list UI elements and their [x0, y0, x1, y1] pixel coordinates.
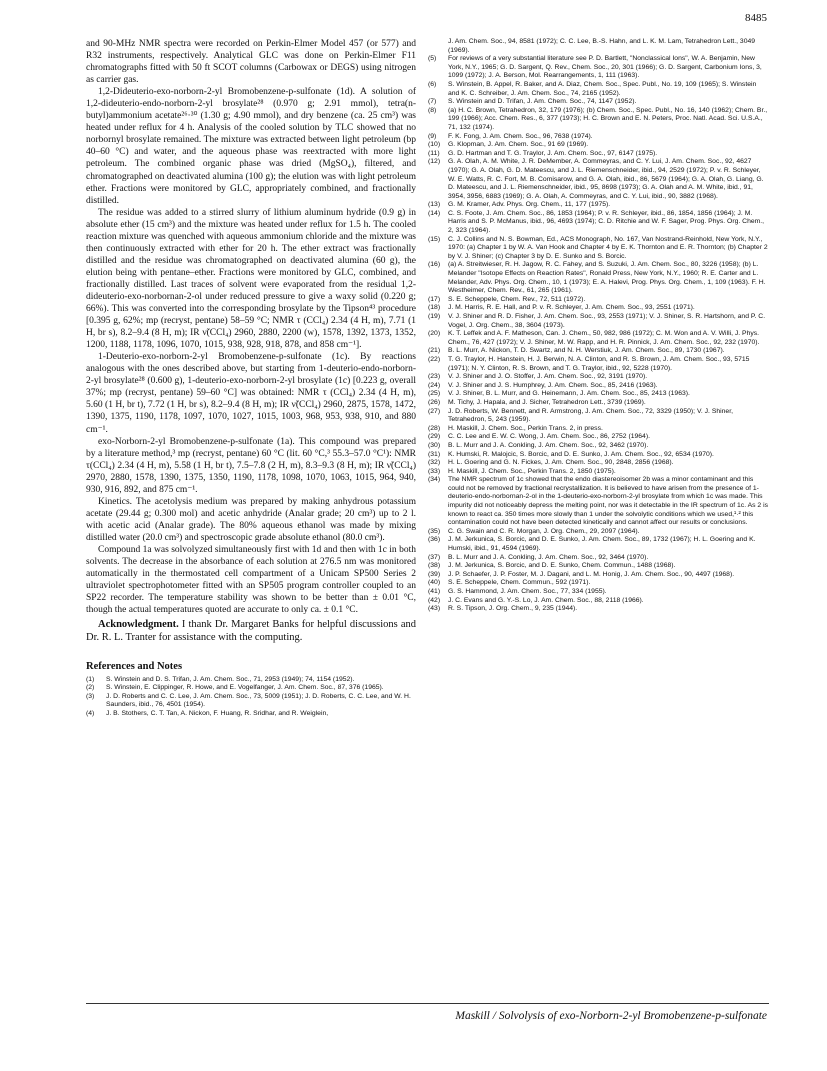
- reference-number: (39): [428, 570, 441, 578]
- reference-text: J. B. Stothers, C. T. Tan, A. Nickon, F. Huang, R. Sridhar, and R. Weiglein,: [106, 710, 329, 718]
- references-heading: References and Notes: [86, 660, 183, 672]
- reference-item: [428, 562, 768, 571]
- reference-number: (29): [428, 433, 441, 441]
- reference-item: [428, 390, 768, 399]
- reference-continuation: J. Am. Chem. Soc., 94, 8581 (1972); C. C. Lee, B.-S. Hahn, and L. K. M. Lam, Tetrahedron Lett., 3049 (1969).: [448, 38, 756, 54]
- reference-number: (25): [428, 390, 441, 398]
- reference-text: S. Winstein and D. S. Trifan, J. Am. Chem. Soc., 71, 2953 (1949); 74, 1154 (1952).: [106, 675, 355, 683]
- reference-item: [428, 425, 768, 434]
- reference-text: S. Winstein, B. Appel, R. Baker, and A. Diaz, Chem. Soc., Spec. Publ., No. 19, 109 (1965); S. Winstein and K. C. Schreiber, J. Am. Chem. Soc., 74, 2165 (1952).: [448, 80, 757, 97]
- reference-item: [428, 98, 768, 107]
- reference-item: [428, 201, 768, 210]
- paragraph-kinetics: Kinetics. The acetolysis medium was prepared by making anhydrous potassium acetate (29.44 g; 0.300 mol) and acetic anhydride (Analar grade; 20 cm³) up to 2 l. with acetic acid (Analar grade). The 80% aqueous ethanol was made by mixing distilled water (20.0 cm³) and spectroscopic grade absolute ethanol (80.0 cm³).: [86, 496, 416, 543]
- reference-text: (a) H. C. Brown, Tetrahedron, 32, 179 (1976); (b) Chem. Soc., Spec. Publ., No. 16, 140 (1962); Chem. Br., 199 (1966); Acc. Chem. Res., 6, 377 (1973); H. C. Brown and E. N. Peters, Proc. Natl. Acad. Sci. U.S.A., 71, 132 (1974).: [448, 106, 768, 131]
- reference-text: C. S. Foote, J. Am. Chem. Soc., 86, 1853 (1964); P. v. R. Schleyer, ibid., 86, 1854, 1856 (1964); J. M. Harris and S. P. McManus, ibid., 96, 4693 (1974); C. D. Ritchie and W. F. Sager, Prog. Phys. Org. Chem., 2, 323 (1964).: [448, 209, 765, 235]
- reference-text: J. D. Roberts, W. Bennett, and R. Armstrong, J. Am. Chem. Soc., 72, 3329 (1950); V. J. Shiner, Tetrahedron, 5, 243 (1959).: [448, 407, 733, 424]
- reference-number: (7): [428, 98, 437, 106]
- reference-text: C. C. Lee and E. W. C. Wong, J. Am. Chem. Soc., 86, 2752 (1964).: [448, 433, 650, 441]
- reference-item: [428, 554, 768, 563]
- reference-number: (18): [428, 304, 441, 312]
- reference-item: [428, 313, 768, 330]
- reference-number: (4): [86, 710, 95, 718]
- reference-number: (28): [428, 424, 441, 432]
- paragraph-1d-prep: 1,2-Dideuterio-exo-norborn-2-yl Bromobenzene-p-sulfonate (1d). A solution of 1,2-dideuterio-endo-norborn-2-yl brosylate²⁸ (0.970 g; 2.91 mmol), tetra(n-butyl)ammonium acetate²⁶·³⁰ (1.30 g; 4.90 mmol), and dry benzene (ca. 25 cm³) was heated under reflux for 4 h. Analysis of the cooled solution by TLC showed that no norbornyl brosylate remained. The mixture was extracted between light petroleum (bp 40–60 °C) and water, and the aqueous phase was reextracted with more light petroleum. The combined organic phase was dried (MgSO₄), filtered, and chromatographed on deactivated alumina (100 g); the elution was with light petroleum ether. Fractions were monitored by GLC, appropriately combined, and fractionally distilled.: [86, 87, 416, 206]
- acknowledgment-title: Acknowledgment.: [98, 619, 179, 631]
- reference-item: [428, 399, 768, 408]
- reference-text: J. D. Roberts and C. C. Lee, J. Am. Chem. Soc., 73, 5009 (1951); J. D. Roberts, C. C. Lee, and W. H. Saunders, ibid., 76, 4501 (1954).: [106, 692, 411, 709]
- reference-text: G. M. Kramer, Adv. Phys. Org. Chem., 11, 177 (1975).: [448, 201, 611, 209]
- reference-text: B. L. Murr and J. A. Conkling, J. Am. Chem. Soc., 92, 3464 (1970).: [448, 553, 649, 561]
- reference-item: [428, 442, 768, 451]
- reference-number: (32): [428, 459, 441, 467]
- reference-number: (43): [428, 605, 441, 613]
- reference-number: (30): [428, 441, 441, 449]
- reference-number: (26): [428, 398, 441, 406]
- reference-number: (16): [428, 261, 441, 269]
- reference-text: S. E. Scheppele, Chem. Commun., 592 (1971).: [448, 579, 591, 587]
- reference-text: S. Winstein and D. Trifan, J. Am. Chem. Soc., 74, 1147 (1952).: [448, 98, 637, 106]
- right-column: [428, 38, 768, 614]
- reference-item: [428, 150, 768, 159]
- reference-number: (12): [428, 158, 441, 166]
- reference-text: R. S. Tipson, J. Org. Chem., 9, 235 (1944).: [448, 605, 578, 613]
- reference-text: J. M. Jerkunica, S. Borcic, and D. E. Sunko, J. Am. Chem. Soc., 89, 1732 (1967); H. L. Goering and K. Humski, ibid., 91, 4594 (1969).: [448, 536, 756, 553]
- reference-number: (8): [428, 106, 437, 114]
- reference-item: [428, 579, 768, 588]
- reference-text: For reviews of a very substantial literature see P. D. Bartlett, "Nonclassical Ions", W. A. Benjamin, New York, N.Y., 1965; G. D. Sargent, Q. Rev., Chem. Soc., 20, 301 (1966); G. D. Sargent, Carbonium Ions, 3, 1099 (1972); J. A. Berson, Mol. Rearrangements, 1, 111 (1963).: [448, 55, 762, 80]
- reference-item: [428, 597, 768, 606]
- reference-number: (2): [86, 684, 95, 692]
- reference-text: V. J. Shiner and J. S. Humphrey, J. Am. Chem. Soc., 85, 2416 (1963).: [448, 381, 658, 389]
- reference-number: (21): [428, 347, 441, 355]
- reference-item: [428, 571, 768, 580]
- paragraph-1c-prep: 1-Deuterio-exo-norborn-2-yl Bromobenzene-p-sulfonate (1c). By reactions analogous with the ones described above, but starting from 1-deuterio-endo-norborn-2-yl brosylate²⁸ (0.600 g), 1-deuterio-exo-norborn-2-yl brosylate (1c) [0.223 g, overall 37%; mp (recryst, pentane) 59–60 °C] was obtained: NMR τ (CCl₄) 2.34 (4 H, m), 5.60 (1 H, br t), 7.72 (1 H, br s), 8.2–9.4 (8 H, m); IR ν̃(CCl₄) 2960, 2875, 1578, 1472, 1390, 1375, 1190, 1178, 1097, 1070, 1027, 1015, 1003, 968, 953, 938, 910, and 880 cm⁻¹.: [86, 352, 416, 435]
- reference-text: K. T. Leffek and A. F. Matheson, Can. J. Chem., 50, 982, 986 (1972); C. M. Won and A. V. Willi, J. Phys. Chem., 76, 427 (1972); V. J. Shiner, M. W. Rapp, and H. R. Pinnick, J. Am. Chem. Soc., 92, 232 (1970).: [448, 330, 760, 346]
- reference-number: (1): [86, 675, 95, 683]
- reference-item: [86, 710, 416, 719]
- reference-number: (38): [428, 562, 441, 570]
- reference-number: (36): [428, 536, 441, 544]
- reference-text: J. P. Schaefer, J. P. Foster, M. J. Dagani, and L. M. Honig, J. Am. Chem. Soc., 90, 4497 (1968).: [448, 570, 735, 578]
- reference-number: (13): [428, 201, 441, 209]
- reference-item: [428, 210, 768, 236]
- reference-item: [86, 693, 416, 710]
- reference-text: M. Tichy, J. Hapala, and J. Sicher, Tetrahedron Lett., 3739 (1969).: [448, 398, 646, 406]
- reference-text: G. D. Hartman and T. G. Traylor, J. Am. Chem. Soc., 97, 6147 (1975).: [448, 149, 658, 157]
- paragraph-reduction: The residue was added to a stirred slurry of lithium aluminum hydride (0.9 g) in absolute ether (15 cm³) and the mixture was heated under reflux for 1.5 h. The cooled reaction mixture was quenched with aqueous ammonium chloride and the mixture was then continuously extracted with ether for 20 h. The ether extract was fractionally distilled and the residue was chromatographed on deactivated alumina (60 g), the elution being with pentane–ether. Fractions were monitored by GLC, combined, and fractionally distilled. Last traces of solvent were evaporated from the residual 1,2-dideuterio-exo-norbornan-2-ol under reduced pressure to give a waxy solid (0.220 g; 66%). This was converted into the corresponding brosylate by the Tipson⁴³ procedure [0.395 g, 62%; mp (recryst, pentane) 58–59 °C; NMR τ (CCl₄) 2.34 (4 H, m), 7.71 (1 H, br s), 8.2–9.4 (8 H, m); IR ν̃(CCl₄) 2960, 2880, 2200 (w), 1578, 1392, 1373, 1352, 1200, 1188, 1178, 1096, 1070, 1015, 938, 928, 918, 878, and 858 cm⁻¹].: [86, 207, 416, 351]
- reference-text: The NMR spectrum of 1c showed that the endo diastereoisomer 2b was a minor contaminant and this could not be removed by fractional recrystallization. It is believed to have arisen from the presence of 1-deuterio-endo-norbornan-2-ol in the 1-deuterio-exo-norborn-2-yl brosylate from which 1c was made. This impurity did not noticeably depress the melting point, nor was it detectable in the IR spectrum of 1c. As 2 is known to react ca. 350 times more slowly than 1 under the solvolytic conditions which we used,¹·² this contamination could not have been detected kinetically and cannot affect our results or conclusions.: [448, 476, 768, 527]
- reference-text: H. Maskill, J. Chem. Soc., Perkin Trans. 2, in press.: [448, 424, 603, 432]
- acknowledgment: [86, 618, 416, 644]
- reference-number: (20): [428, 330, 441, 338]
- reference-text: F. K. Fong, J. Am. Chem. Soc., 96, 7638 (1974).: [448, 132, 593, 140]
- reference-text: S. Winstein, E. Clippinger, R. Howe, and E. Vogelfanger, J. Am. Chem. Soc., 87, 376 (1965).: [106, 684, 384, 692]
- reference-text: V. J. Shiner and J. O. Stoffer, J. Am. Chem. Soc., 92, 3191 (1970).: [448, 373, 648, 381]
- reference-number: (19): [428, 313, 441, 320]
- reference-number: (6): [428, 80, 437, 88]
- reference-item: [428, 81, 768, 98]
- reference-item: [428, 158, 768, 201]
- reference-text: C. J. Collins and N. S. Bowman, Ed., ACS Monograph, No. 167, Van Nostrand-Reinhold, New York, N.Y., 1970: (a) Chapter 1 by W. A. Van Hook and Chapter 4 by E. K. Thornton and E. R. Thornton; (b) Chapter 2 by V. J. Shiner; (c) Chapter 3 by D. E. Sunko and S. Borcic.: [448, 235, 768, 260]
- reference-text: K. Humski, R. Malojcic, S. Borcic, and D. E. Sunko, J. Am. Chem. Soc., 92, 6534 (1970).: [448, 450, 714, 458]
- reference-item: [428, 107, 768, 133]
- running-footer: Maskill / Solvolysis of exo-Norborn-2-yl Bromobenzene-p-sulfonate: [455, 1010, 767, 1022]
- reference-item: [428, 528, 768, 537]
- reference-item: [428, 382, 768, 391]
- paragraph-instruments: and 90-MHz NMR spectra were recorded on Perkin-Elmer Model 457 (or 577) and R32 instruments, respectively. Analytical GLC was done on Perkin-Elmer F11 chromatographs fitted with 50 ft SCOT columns (Carbowax or DEGS) using nitrogen as carrier gas.: [86, 39, 416, 86]
- reference-number: (35): [428, 527, 441, 535]
- reference-item: [428, 433, 768, 442]
- reference-number: (15): [428, 235, 441, 243]
- reference-item: [428, 588, 768, 597]
- reference-number: (5): [428, 55, 437, 63]
- reference-text: (a) A. Streitwieser, R. H. Jagow, R. C. Fahey, and S. Suzuki, J. Am. Chem. Soc., 80, 3226 (1958); (b) L. Melander "Isotope Effects on Reaction Rates", Ronald Press, New York, N.Y., 1960; R. E. Carter and L. Melander, Adv. Phys. Org. Chem., 10, 1 (1973); E. A. Halevi, Prog. Phys. Org. Chem., 1, 109 (1963). F. H. Westheimer, Chem. Rev., 61, 265 (1961).: [448, 261, 766, 295]
- reference-number: (9): [428, 132, 437, 140]
- reference-text: B. L. Murr, A. Nickon, T. D. Swartz, and N. H. Werstiuk, J. Am. Chem. Soc., 89, 1730 (1967).: [448, 347, 725, 355]
- reference-text: G. Klopman, J. Am. Chem. Soc., 91 69 (1969).: [448, 141, 589, 149]
- reference-item: [428, 373, 768, 382]
- left-column: [86, 38, 416, 719]
- reference-item: [428, 605, 768, 614]
- reference-text: S. E. Scheppele, Chem. Rev., 72, 511 (1972).: [448, 295, 586, 303]
- reference-text: J. C. Evans and G. Y.-S. Lo, J. Am. Chem. Soc., 88, 2118 (1966).: [448, 596, 644, 604]
- reference-number: (3): [86, 692, 95, 700]
- reference-number: (17): [428, 295, 441, 303]
- reference-text: V. J. Shiner, B. L. Murr, and G. Heinemann, J. Am. Chem. Soc., 85, 2413 (1963).: [448, 390, 690, 398]
- reference-item: [428, 296, 768, 305]
- reference-item: [428, 408, 768, 425]
- reference-item: [428, 468, 768, 477]
- reference-number: (42): [428, 596, 441, 604]
- reference-number: (24): [428, 381, 441, 389]
- acknowledgment-text: I thank Dr. Margaret Banks for helpful discussions and Dr. R. L. Tranter for assistance with the computing.: [86, 619, 416, 644]
- reference-item: [86, 684, 416, 693]
- reference-text: T. G. Traylor, H. Hanstein, H. J. Berwin, N. A. Clinton, and R. S. Brown, J. Am. Chem. Soc., 93, 5715 (1971); N. Y. Clinton, R. S. Brown, and T. G. Traylor, ibid., 92, 5228 (1970).: [448, 355, 750, 372]
- paragraph-1a-prep: exo-Norborn-2-yl Bromobenzene-p-sulfonate (1a). This compound was prepared by a literature method,³ mp (recryst, pentane) 60 °C (lit. 60 °C,³ 55.3–57.0 °C¹): NMR τ(CCl₄) 2.34 (4 H, m), 5.58 (1 H, br t), 7.5–7.8 (2 H, m), 8.3–9.3 (8 H, m); IR ν̃(CCl₄) 2970, 2880, 1578, 1390, 1375, 1350, 1190, 1178, 1098, 1070, 1063, 1015, 964, 940, 930, 916, 892, and 875 cm⁻¹.: [86, 436, 416, 495]
- reference-item: [86, 676, 416, 685]
- reference-item: [428, 347, 768, 356]
- reference-text: G. A. Olah, A. M. White, J. R. DeMember, A. Commeyras, and C. Y. Lui, J. Am. Chem. Soc., 92, 4627 (1970); G. A. Olah, G. D. Mateescu, and J. L. Riemenschneider, ibid., 94, 2529 (1972); P. v. R. Schleyer, W. E. Watts, R. C. Fort, M. B. Comisarow, and G. A. Olah, ibid., 86, 5679 (1964); G. A. Olah, G. Liang, G. D. Mateescu, and J. L. Riemenschneider, ibid., 95, 8698 (1973); G. A. Olah and A. M. White, ibid., 91, 3954, 3956, 6883 (1969); G. A. Olah, A. Commeyras, and C. Y. Lui, ibid., 90, 3882 (1968).: [448, 158, 764, 200]
- reference-item: [428, 356, 768, 373]
- reference-number: (34): [428, 476, 441, 484]
- reference-text: J. M. Jerkunica, S. Borcic, and D. E. Sunko, Chem. Commun., 1488 (1968).: [448, 562, 676, 570]
- reference-number: (27): [428, 407, 441, 415]
- reference-item: [428, 141, 768, 150]
- reference-text: H. Maskill, J. Chem. Soc., Perkin Trans. 2, 1850 (1975).: [448, 467, 616, 475]
- reference-text: B. L. Murr and J. A. Conkling, J. Am. Chem. Soc., 92, 3462 (1970).: [448, 441, 649, 449]
- reference-item: [428, 133, 768, 142]
- reference-item: [428, 330, 768, 347]
- reference-item: [428, 261, 768, 295]
- reference-text: H. L. Goering and G. N. Fickes, J. Am. Chem. Soc., 90, 2848, 2856 (1968).: [448, 459, 674, 467]
- reference-text: V. J. Shiner and R. D. Fisher, J. Am. Chem. Soc., 93, 2553 (1971); V. J. Shiner, S. R. Hartshorn, and P. C. Vogel, J. Org. Chem., 38, 3604 (1973).: [448, 313, 766, 329]
- reference-number: (41): [428, 588, 441, 595]
- reference-number: (14): [428, 209, 441, 217]
- reference-item: [428, 476, 768, 528]
- reference-item: [428, 304, 768, 313]
- page-number: 8485: [745, 12, 767, 24]
- reference-item: [428, 459, 768, 468]
- reference-list-right: [428, 55, 768, 614]
- reference-number: (23): [428, 373, 441, 381]
- reference-text: G. S. Hammond, J. Am. Chem. Soc., 77, 334 (1955).: [448, 588, 607, 595]
- paragraph-solvolysis: Compound 1a was solvolyzed simultaneously first with 1d and then with 1c in both solvents. The decrease in the absorbance of each solution at 276.5 nm was monitored automatically in the thermostated cell compartment of a Unicam SP500 Series 2 ultraviolet spectrophotometer fitted with an SP505 program controller coupled to an SP22 recorder. The temperature stability was shown to be better than ± 0.01 °C, though the actual temperatures quoted are accurate to only ca. ± 0.1 °C.: [86, 544, 416, 616]
- reference-number: (10): [428, 141, 441, 149]
- reference-item: [428, 536, 768, 553]
- reference-item: [428, 236, 768, 262]
- reference-number: (40): [428, 579, 441, 587]
- reference-item: [428, 451, 768, 460]
- reference-text: J. M. Harris, R. E. Hall, and P. v. R. Schleyer, J. Am. Chem. Soc., 93, 2551 (1971).: [448, 304, 695, 312]
- reference-number: (33): [428, 467, 441, 475]
- reference-number: (37): [428, 553, 441, 561]
- reference-item: [428, 55, 768, 81]
- reference-text: C. G. Swain and C. R. Morgan, J. Org. Chem., 29, 2097 (1964).: [448, 527, 640, 535]
- reference-number: (22): [428, 355, 441, 363]
- reference-number: (31): [428, 450, 441, 458]
- footer-rule: [86, 1003, 769, 1004]
- reference-number: (11): [428, 149, 440, 157]
- reference-list-left: [86, 676, 416, 719]
